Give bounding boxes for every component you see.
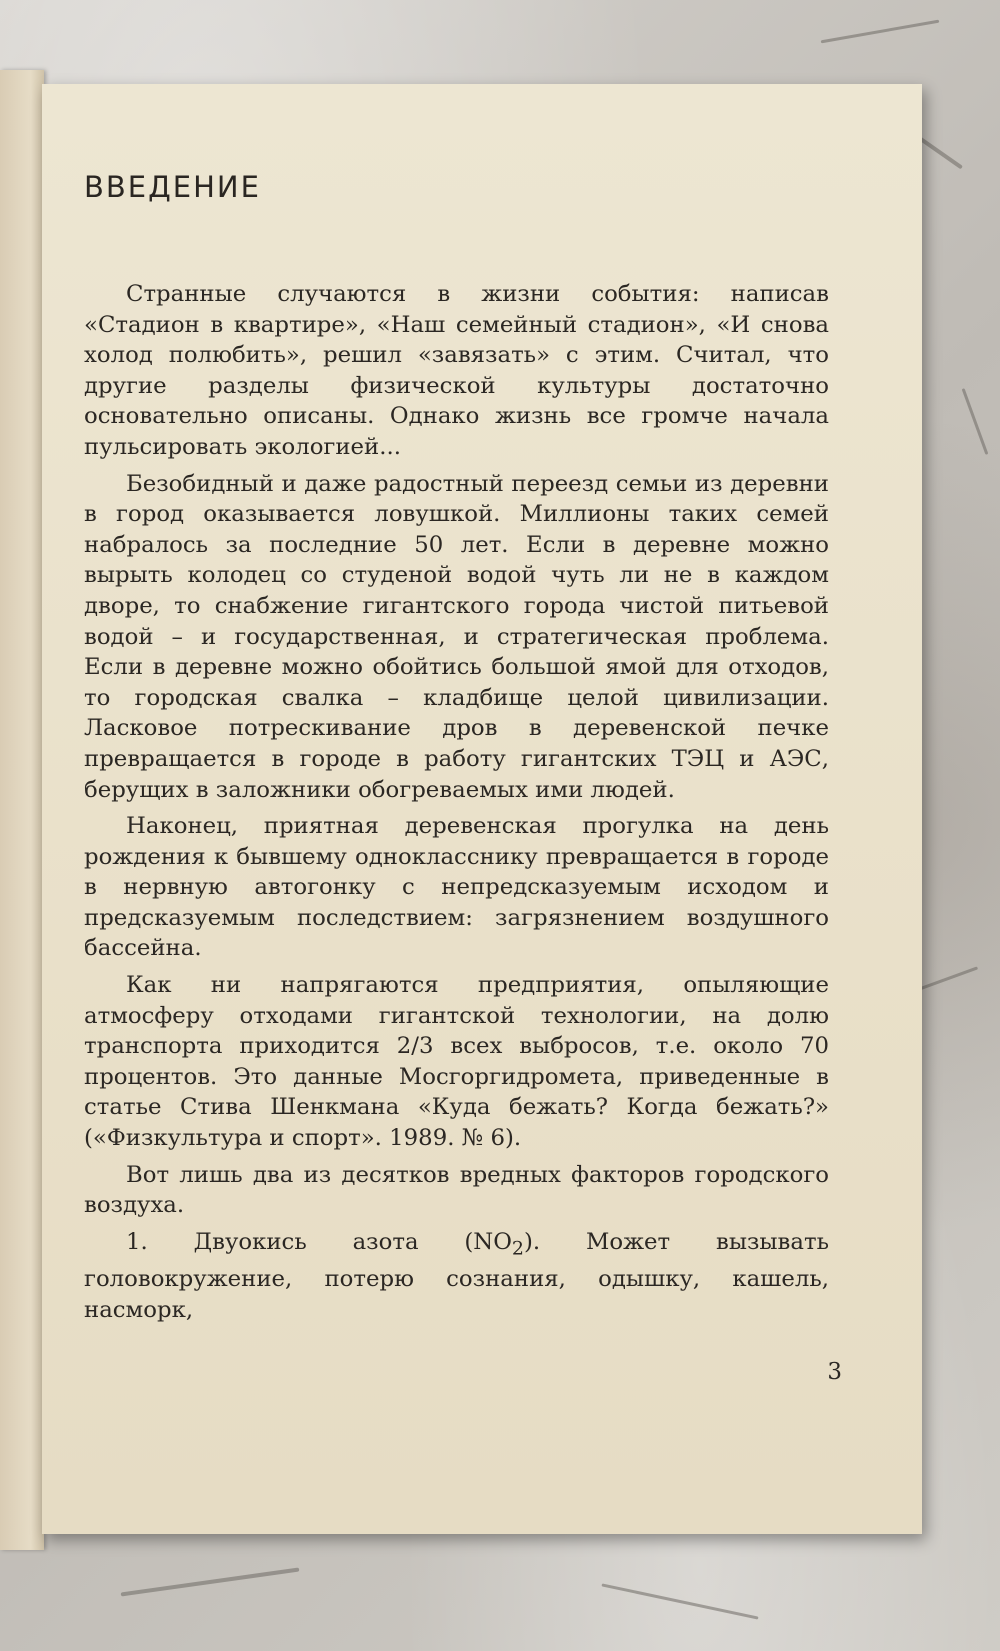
paragraph: Как ни напрягаются предприятия, опыляющие атмосферу отходами гигантской технологии, на долю транспорта приходится 2/3 всех выбросов, т.е. около 70 процентов. Это данные Мосгоргидромета, приведенные в статье Стива Шенкмана «Куда бежать? Когда бежать?» («Физкультура и спорт». 1989. № 6). (84, 972, 829, 1152)
paragraph-last-end: ). Может вызывать головокружение, потерю сознания, одышку, кашель, насморк, (84, 1228, 830, 1323)
subscript-two: 2 (511, 1237, 525, 1260)
wall-crack (121, 1567, 300, 1596)
page-number: 3 (827, 1359, 842, 1385)
wall-crack (962, 388, 989, 455)
paragraph: Странные случаются в жизни события: написав «Стадион в квартире», «Наш семейный стадион», «И снова холод полюбить», решил «завязать» с этим. Считал, что другие разделы физической культуры достаточно основательно описаны. Однако жизнь все громче начала пульсировать экологией... (84, 281, 829, 460)
book-page (42, 84, 922, 1534)
paragraph-last (84, 1227, 829, 1325)
body-text (84, 279, 829, 1331)
paragraph: Наконец, приятная деревенская прогулка на день рождения к бывшему однокласснику превращается в городе в нервную автогонку с непредсказуемым исходом и предсказуемым последствием: загрязнением воздушного бассейна. (84, 813, 829, 962)
wall-crack (601, 1583, 758, 1619)
paragraph: Вот лишь два из десятков вредных факторов городского воздуха. (84, 1161, 829, 1219)
paragraph-last-start: 1. Двуокись азота (NO (126, 1228, 512, 1255)
paragraph: Безобидный и даже радостный переезд семьи из деревни в город оказывается ловушкой. Миллионы таких семей набралось за последние 50 лет. Если в деревне можно вырыть колодец со студеной водой чуть ли не в каждом дворе, то снабжение гигантского города чистой питьевой водой – и государственная, и стратегическая проблема. Если в деревне можно обойтись большой ямой для отходов, то городская свалка – кладбище целой цивилизации. Ласковое потрескивание дров в деревенской печке превращается в городе в работу гигантских ТЭЦ и АЭС, берущих в заложники обогреваемых ими людей. (84, 470, 829, 803)
wall-crack (821, 20, 940, 44)
chapter-heading: ВВЕДЕНИЕ (84, 170, 261, 204)
previous-page-edge (0, 70, 44, 1550)
